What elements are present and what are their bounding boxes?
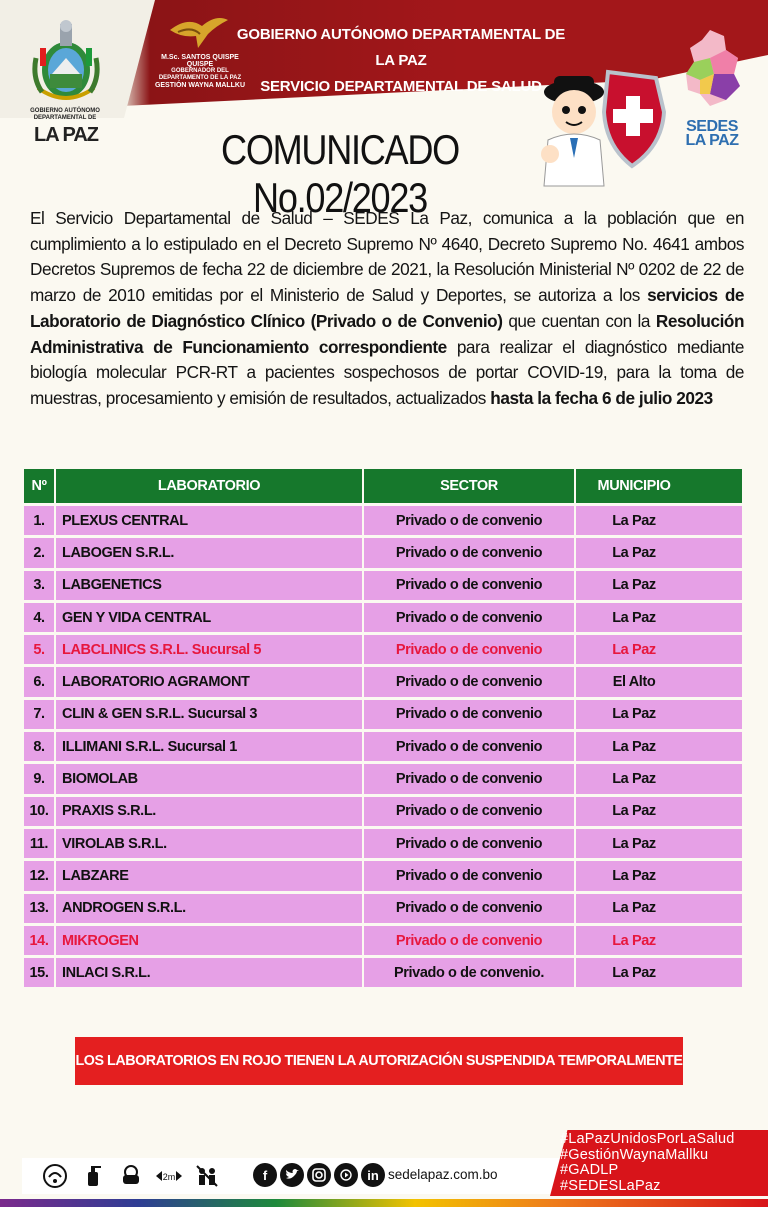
cell-sector: Privado o de convenio	[364, 700, 574, 729]
cell-sector: Privado o de convenio	[364, 732, 574, 761]
cell-laboratory: INLACI S.R.L.	[56, 958, 362, 987]
cell-laboratory: PRAXIS S.R.L.	[56, 797, 362, 826]
cell-laboratory: ILLIMANI S.R.L. Sucursal 1	[56, 732, 362, 761]
cell-laboratory: MIKROGEN	[56, 926, 362, 955]
facebook-icon[interactable]: f	[253, 1163, 277, 1187]
table-row	[24, 861, 742, 890]
body-text-part: El Servicio Departamental de Salud – SEDES La Paz, comunica a la población que en cumplimiento a lo estipulado en el Decreto Supremo Nº 4640, Decreto Supremo No. 4641 ambos Decretos Supremos de fecha 22 de diciembre de 2021, la Resolución Ministerial Nº 0202 de 22 de marzo de 2010 emitidas por el Ministerio de Salud y Deportes, se autoriza a los	[30, 208, 744, 306]
cell-municipio: La Paz	[576, 603, 742, 632]
cell-municipio: La Paz	[576, 797, 742, 826]
face-mask-icon	[116, 1161, 146, 1191]
header-title-line1: GOBIERNO AUTÓNOMO DEPARTAMENTAL DE LA PAZ	[236, 26, 566, 69]
crest-caption: GOBIERNO AUTÓNOMO DEPARTAMENTAL DE	[30, 108, 100, 121]
body-bold-resolution: Resolución Administrativa de Funcionamiento correspondiente	[30, 310, 745, 357]
handwashing-icon	[40, 1161, 70, 1191]
cell-laboratory: LABGENETICS	[56, 571, 362, 600]
cell-sector: Privado o de convenio	[364, 894, 574, 923]
cell-number: 15.	[24, 958, 54, 987]
cell-municipio: La Paz	[576, 958, 742, 987]
table-row	[24, 667, 742, 696]
body-bold-services: servicios de Laboratorio de Diagnóstico Clínico (Privado o de Convenio)	[30, 285, 744, 331]
table-row	[24, 603, 742, 632]
cell-laboratory: ANDROGEN S.R.L.	[56, 894, 362, 923]
website-link[interactable]: sedelapaz.com.bo	[388, 1167, 498, 1182]
youtube-icon[interactable]	[334, 1163, 358, 1187]
cell-laboratory: CLIN & GEN S.R.L. Sucursal 3	[56, 700, 362, 729]
condor-logo-icon	[168, 12, 230, 52]
cell-municipio: El Alto	[576, 667, 742, 696]
table-row	[24, 635, 742, 664]
table-row	[24, 894, 742, 923]
table-row	[24, 764, 742, 793]
distance-icon	[154, 1161, 184, 1191]
body-bold-date: hasta la fecha 6 de julio 2023	[490, 387, 713, 408]
twitter-icon[interactable]	[280, 1163, 304, 1187]
cell-sector: Privado o de convenio.	[364, 958, 574, 987]
cell-laboratory: VIROLAB S.R.L.	[56, 829, 362, 858]
sedes-logo-line1: SEDES	[686, 118, 738, 135]
table-row	[24, 538, 742, 567]
linkedin-icon[interactable]: in	[361, 1163, 385, 1187]
cell-number: 9.	[24, 764, 54, 793]
coat-of-arms-icon	[30, 18, 102, 106]
announcement-body	[30, 206, 744, 412]
cell-municipio: La Paz	[576, 635, 742, 664]
cell-number: 11.	[24, 829, 54, 858]
cell-number: 14.	[24, 926, 54, 955]
laboratory-table	[22, 466, 744, 990]
cell-municipio: La Paz	[576, 732, 742, 761]
table-row	[24, 926, 742, 955]
governor-name: M.Sc. SANTOS QUISPE QUISPE	[161, 54, 239, 68]
governor-credit	[150, 54, 250, 89]
cell-sector: Privado o de convenio	[364, 667, 574, 696]
cell-laboratory: LABORATORIO AGRAMONT	[56, 667, 362, 696]
instagram-icon[interactable]	[307, 1163, 331, 1187]
header-title-line2: SERVICIO DEPARTAMENTAL DE SALUD	[260, 78, 542, 95]
cell-number: 5.	[24, 635, 54, 664]
table-body	[24, 506, 742, 987]
hashtag: #SEDESLaPaz	[560, 1177, 661, 1194]
hashtag: #GestiónWaynaMallku	[560, 1146, 709, 1163]
cell-number: 13.	[24, 894, 54, 923]
cell-number: 3.	[24, 571, 54, 600]
table-row	[24, 958, 742, 987]
social-links	[253, 1163, 385, 1187]
sedes-logo-line2: LA PAZ	[685, 132, 739, 149]
cell-municipio: La Paz	[576, 829, 742, 858]
cell-municipio: La Paz	[576, 764, 742, 793]
cell-number: 10.	[24, 797, 54, 826]
table-row	[24, 506, 742, 535]
table-row	[24, 571, 742, 600]
cell-laboratory: GEN Y VIDA CENTRAL	[56, 603, 362, 632]
cell-municipio: La Paz	[576, 538, 742, 567]
governor-role: GOBERNADOR DEL DEPARTAMENTO DE LA PAZ	[158, 68, 242, 81]
cell-sector: Privado o de convenio	[364, 861, 574, 890]
cell-number: 1.	[24, 506, 54, 535]
table-row	[24, 732, 742, 761]
cell-number: 8.	[24, 732, 54, 761]
no-crowds-icon	[192, 1161, 222, 1191]
cell-sector: Privado o de convenio	[364, 797, 574, 826]
table-header-row	[24, 469, 742, 503]
cell-sector: Privado o de convenio	[364, 926, 574, 955]
cell-number: 2.	[24, 538, 54, 567]
column-header-sector: SECTOR	[364, 469, 574, 503]
cell-laboratory: PLEXUS CENTRAL	[56, 506, 362, 535]
doctor-mascot-icon	[530, 62, 668, 188]
cell-municipio: La Paz	[576, 926, 742, 955]
cell-laboratory: BIOMOLAB	[56, 764, 362, 793]
cell-municipio: La Paz	[576, 700, 742, 729]
body-text-part: que cuentan con la	[502, 310, 656, 331]
page-title: COMUNICADO No.02/2023	[221, 126, 459, 221]
health-measures-icons	[40, 1161, 222, 1191]
cell-sector: Privado o de convenio	[364, 571, 574, 600]
la-paz-map-icon	[680, 28, 742, 108]
cell-sector: Privado o de convenio	[364, 829, 574, 858]
cell-laboratory: LABOGEN S.R.L.	[56, 538, 362, 567]
suspension-notice: LOS LABORATORIOS EN ROJO TIENEN LA AUTORIZACIÓN SUSPENDIDA TEMPORALMENTE	[75, 1037, 683, 1085]
header-title	[236, 22, 566, 100]
hashtag: #GADLP	[560, 1162, 619, 1179]
cell-municipio: La Paz	[576, 571, 742, 600]
table-row	[24, 829, 742, 858]
footer-color-stripe	[0, 1199, 768, 1207]
sedes-logo-text	[680, 120, 744, 148]
cell-number: 12.	[24, 861, 54, 890]
cell-sector: Privado o de convenio	[364, 538, 574, 567]
cell-laboratory: LABZARE	[56, 861, 362, 890]
table-row	[24, 700, 742, 729]
column-header-laboratory: LABORATORIO	[56, 469, 362, 503]
hashtag-list	[560, 1132, 735, 1194]
distance-badge: 2m	[162, 1172, 176, 1182]
body-text-part: para realizar el diagnóstico mediante biología molecular PCR-RT a pacientes sospechosos de portar COVID-19, para la toma de muestras, procesamiento y emisión de resultados, actualizados	[30, 336, 744, 408]
cell-sector: Privado o de convenio	[364, 603, 574, 632]
hashtag: #LaPazUnidosPorLaSalud	[560, 1131, 735, 1147]
cell-sector: Privado o de convenio	[364, 764, 574, 793]
cell-laboratory: LABCLINICS S.R.L. Sucursal 5	[56, 635, 362, 664]
table-row	[24, 797, 742, 826]
cell-sector: Privado o de convenio	[364, 506, 574, 535]
cell-number: 6.	[24, 667, 54, 696]
cell-municipio: La Paz	[576, 506, 742, 535]
column-header-number: Nº	[24, 469, 54, 503]
governor-slogan: GESTIÓN WAYNA MALLKU	[154, 82, 246, 89]
cell-number: 7.	[24, 700, 54, 729]
cell-municipio: La Paz	[576, 861, 742, 890]
column-header-municipio: MUNICIPIO	[576, 469, 742, 503]
sanitizer-icon	[78, 1161, 108, 1191]
crest-brand: LA PAZ	[34, 124, 98, 146]
cell-sector: Privado o de convenio	[364, 635, 574, 664]
cell-number: 4.	[24, 603, 54, 632]
cell-municipio: La Paz	[576, 894, 742, 923]
